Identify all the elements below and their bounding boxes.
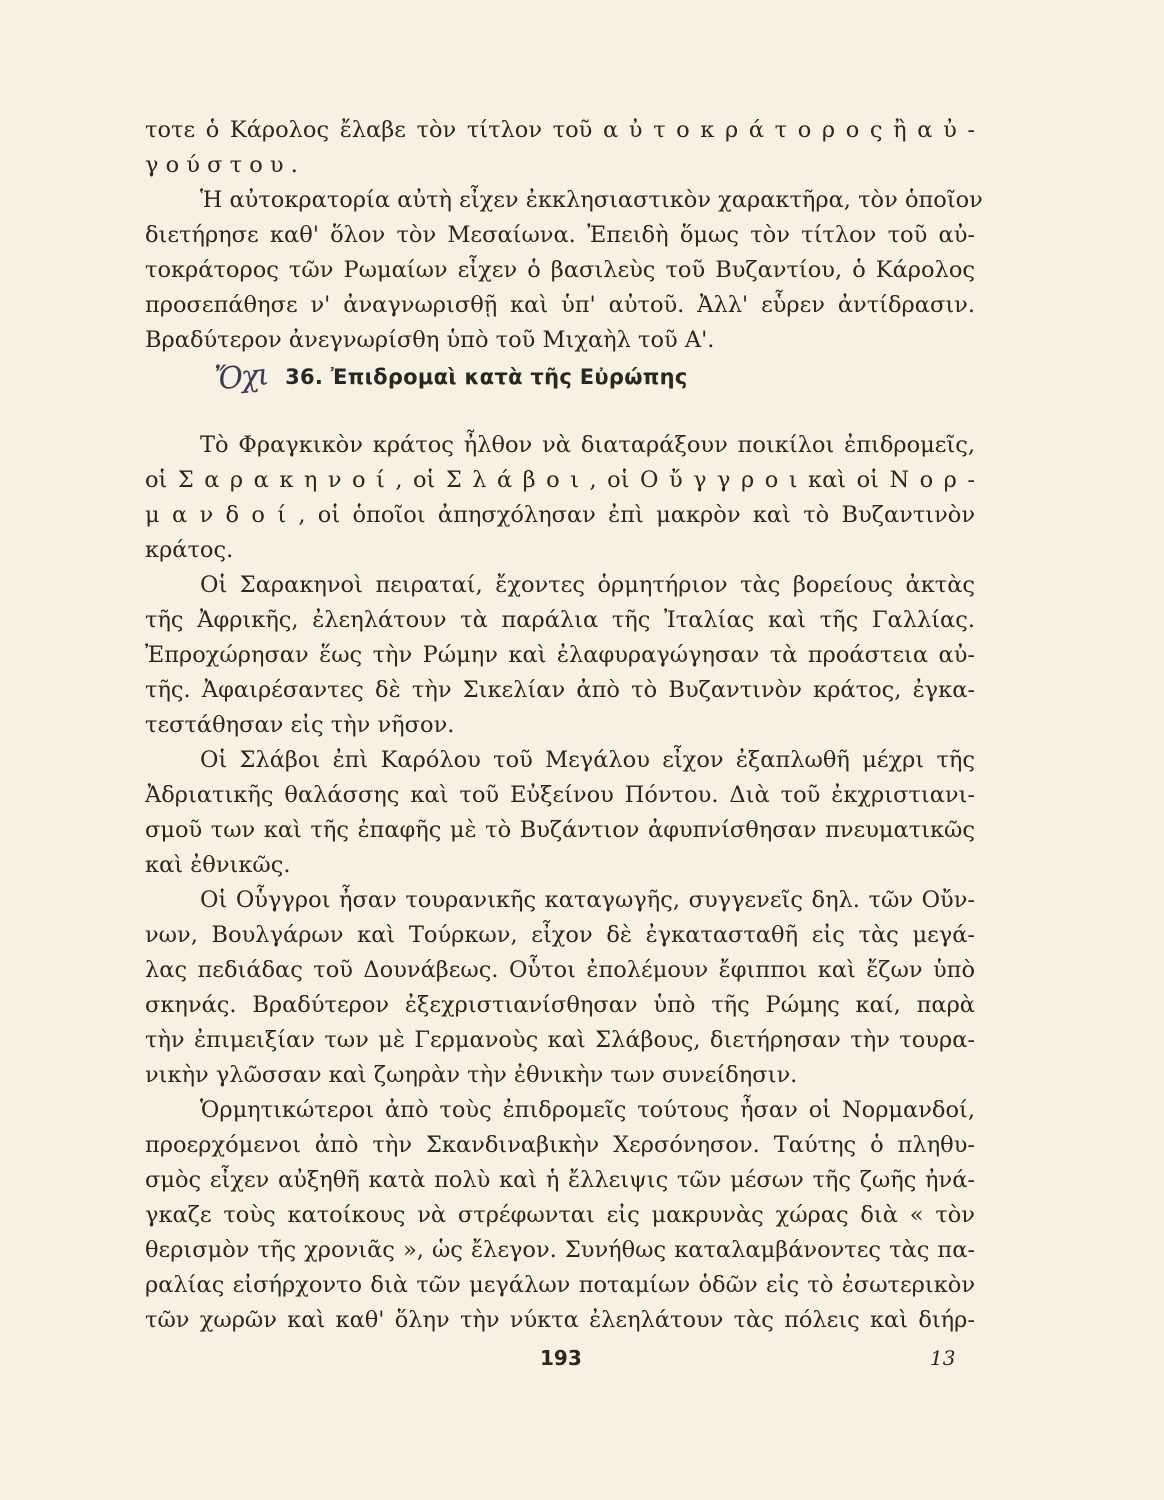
- text-line: θερισμὸν τῆς χρονιᾶς », ὡς ἔλεγον. Συνήθως καταλαμβάνοντες τὰς πα-: [145, 1237, 975, 1263]
- text-line: τῆς Ἀφρικῆς, ἐλεηλάτουν τὰ παράλια τῆς Ἰταλίας καὶ τῆς Γαλλίας.: [145, 607, 975, 633]
- text-line: λας πεδιάδας τοῦ Δουνάβεως. Οὗτοι ἐπολέμουν ἔφιπποι καὶ ἔζων ὑπὸ: [145, 957, 975, 983]
- top-text-block: [145, 113, 983, 358]
- text-line: τὴν ἐπιμειξίαν των μὲ Γερμανοὺς καὶ Σλάβους, διετήρησαν τὴν τουρα-: [145, 1027, 975, 1053]
- body-text-block: [145, 428, 975, 1338]
- text-line: τοτε ὁ Κάρολος ἔλαβε τὸν τίτλον τοῦ α ὐ τ ο κ ρ ά τ ο ρ ο ς ἢ α ὐ -: [145, 117, 975, 143]
- text-line: προερχόμενοι ἀπὸ τὴν Σκανδιναβικὴν Χερσόνησον. Ταύτης ὁ πληθυ-: [145, 1132, 975, 1158]
- page-number: 193: [540, 1346, 582, 1370]
- text-line: τεστάθησαν εἰς τὴν νῆσον.: [145, 712, 455, 738]
- signature-mark: 13: [930, 1346, 956, 1370]
- text-line: οἱ Σ α ρ α κ η ν ο ί , οἱ Σ λ ά β ο ι , οἱ Ο ὔ γ γ ρ ο ι καὶ οἱ Ν ο ρ -: [145, 467, 975, 493]
- text-line: Ὁρμητικώτεροι ἀπὸ τοὺς ἐπιδρομεῖς τούτους ἦσαν οἱ Νορμανδοί,: [200, 1097, 975, 1123]
- text-line: Ἐπροχώρησαν ἕως τὴν Ρώμην καὶ ἐλαφυραγώγησαν τὰ προάστεια αὐ-: [145, 642, 975, 668]
- text-line: καὶ ἐθνικῶς.: [145, 852, 291, 878]
- text-line: τῆς. Ἀφαιρέσαντες δὲ τὴν Σικελίαν ἀπὸ τὸ Βυζαντινὸν κράτος, ἐγκα-: [145, 677, 975, 703]
- text-line: γ ο ύ σ τ ο υ .: [145, 152, 298, 178]
- text-line: σμὸς εἶχεν αὐξηθῆ κατὰ πολὺ καὶ ἡ ἔλλειψις τῶν μέσων τῆς ζωῆς ἠνά-: [145, 1167, 975, 1193]
- text-line: Βραδύτερον ἀνεγνωρίσθη ὑπὸ τοῦ Μιχαὴλ τοῦ Α'.: [145, 327, 715, 353]
- text-line: προσεπάθησε ν' ἀναγνωρισθῇ καὶ ὑπ' αὐτοῦ. Ἀλλ' εὗρεν ἀντίδρασιν.: [145, 292, 975, 318]
- text-line: τῶν χωρῶν καὶ καθ' ὅλην τὴν νύκτα ἐλεηλάτουν τὰς πόλεις καὶ διήρ-: [145, 1307, 975, 1333]
- text-line: τοκράτορος τῶν Ρωμαίων εἶχεν ὁ βασιλεὺς τοῦ Βυζαντίου, ὁ Κάρολος: [145, 257, 975, 283]
- section-heading-row: [215, 352, 688, 402]
- text-line: νικὴν γλῶσσαν καὶ ζωηρὰν τὴν ἐθνικὴν των συνείδησιν.: [145, 1062, 798, 1088]
- section-heading: 36. Ἐπιδρομαὶ κατὰ τῆς Εὐρώπης: [285, 365, 688, 389]
- text-line: σμοῦ των καὶ τῆς ἐπαφῆς μὲ τὸ Βυζάντιον ἀφυπνίσθησαν πνευματικῶς: [145, 817, 975, 843]
- text-line: μ α ν δ ο ί , οἱ ὁποῖοι ἀπησχόλησαν ἐπὶ μακρὸν καὶ τὸ Βυζαντινὸν: [145, 502, 975, 528]
- text-line: Οἱ Οὗγγροι ἦσαν τουρανικῆς καταγωγῆς, συγγενεῖς δηλ. τῶν Οὔν-: [200, 887, 975, 913]
- text-line: γκαζε τοὺς κατοίκους νὰ στρέφωνται εἰς μακρυνὰς χώρας διὰ « τὸν: [145, 1202, 975, 1228]
- text-line: σκηνάς. Βραδύτερον ἐξεχριστιανίσθησαν ὑπὸ τῆς Ρώμης καί, παρὰ: [145, 992, 975, 1018]
- text-line: ραλίας εἰσήρχοντο διὰ τῶν μεγάλων ποταμίων ὁδῶν εἰς τὸ ἐσωτερικὸν: [145, 1272, 975, 1298]
- text-line: Τὸ Φραγκικὸν κράτος ἦλθον νὰ διαταράξουν ποικίλοι ἐπιδρομεῖς,: [200, 432, 975, 458]
- text-line: διετήρησε καθ' ὅλον τὸν Μεσαίωνα. Ἐπειδὴ ὅμως τὸν τίτλον τοῦ αὐ-: [145, 222, 975, 248]
- text-line: Οἱ Σλάβοι ἐπὶ Καρόλου τοῦ Μεγάλου εἶχον ἐξαπλωθῆ μέχρι τῆς: [200, 747, 975, 773]
- text-line: νων, Βουλγάρων καὶ Τούρκων, εἶχον δὲ ἐγκατασταθῆ εἰς τὰς μεγά-: [145, 922, 975, 948]
- text-line: Οἱ Σαρακηνοὶ πειραταί, ἔχοντες ὁρμητήριον τὰς βορείους ἀκτὰς: [200, 572, 975, 598]
- text-line: Ἡ αὐτοκρατορία αὐτὴ εἶχεν ἐκκλησιαστικὸν χαρακτῆρα, τὸν ὁποῖον: [200, 187, 983, 213]
- handwritten-annotation: Ὄχι: [213, 356, 269, 398]
- text-line: Ἀδριατικῆς θαλάσσης καὶ τοῦ Εὐξείνου Πόντου. Διὰ τοῦ ἐκχριστιανι-: [145, 782, 975, 808]
- text-line: κράτος.: [145, 537, 234, 563]
